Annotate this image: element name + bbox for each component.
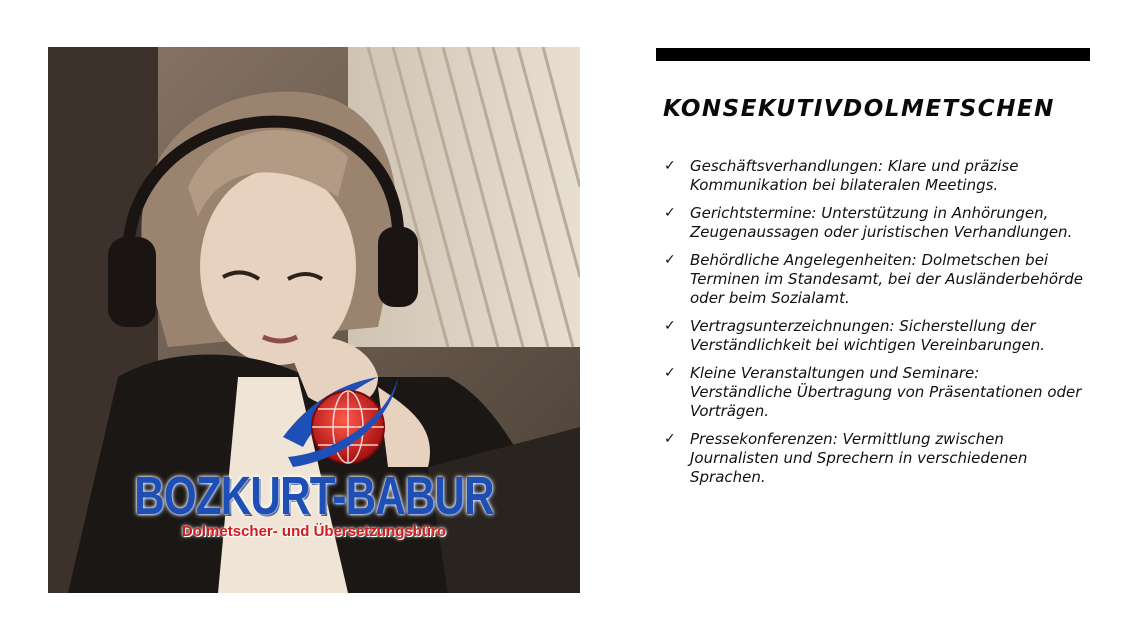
check-icon: ✓	[664, 252, 676, 268]
list-item-text: Behördliche Angelegenheiten: Dolmetschen bei Terminen im Standesamt, bei der Ausländerbehörde oder beim Sozialamt.	[690, 251, 1084, 307]
list-item	[664, 157, 1084, 195]
check-icon: ✓	[664, 205, 676, 221]
service-list	[664, 157, 1084, 496]
check-icon: ✓	[664, 318, 676, 334]
list-item-text: Pressekonferenzen: Vermittlung zwischen Journalisten und Sprechern in verschiedenen Sprachen.	[690, 430, 1028, 486]
list-item-text: Vertragsunterzeichnungen: Sicherstellung der Verständlichkeit bei wichtigen Vereinbarungen.	[690, 317, 1046, 354]
section-heading: KONSEKUTIVDOLMETSCHEN	[663, 96, 1055, 122]
logo-subtitle: Dolmetscher- und Übersetzungsbüro	[181, 523, 447, 540]
check-icon: ✓	[664, 365, 676, 381]
list-item	[664, 204, 1084, 242]
check-icon: ✓	[664, 431, 676, 447]
header-bar	[656, 48, 1090, 61]
check-icon: ✓	[664, 158, 676, 174]
list-item	[664, 430, 1084, 487]
list-item-text: Gerichtstermine: Unterstützung in Anhörungen, Zeugenaussagen oder juristischen Verhandlungen.	[690, 204, 1073, 241]
list-item	[664, 317, 1084, 355]
interpreter-photo	[48, 47, 580, 593]
logo-title: BOZKURT-BABUR	[134, 466, 494, 526]
list-item-text: Kleine Veranstaltungen und Seminare: Verständliche Übertragung von Präsentationen oder Vorträgen.	[690, 364, 1082, 420]
list-item	[664, 251, 1084, 308]
list-item-text: Geschäftsverhandlungen: Klare und präzise Kommunikation bei bilateralen Meetings.	[690, 157, 1019, 194]
list-item	[664, 364, 1084, 421]
